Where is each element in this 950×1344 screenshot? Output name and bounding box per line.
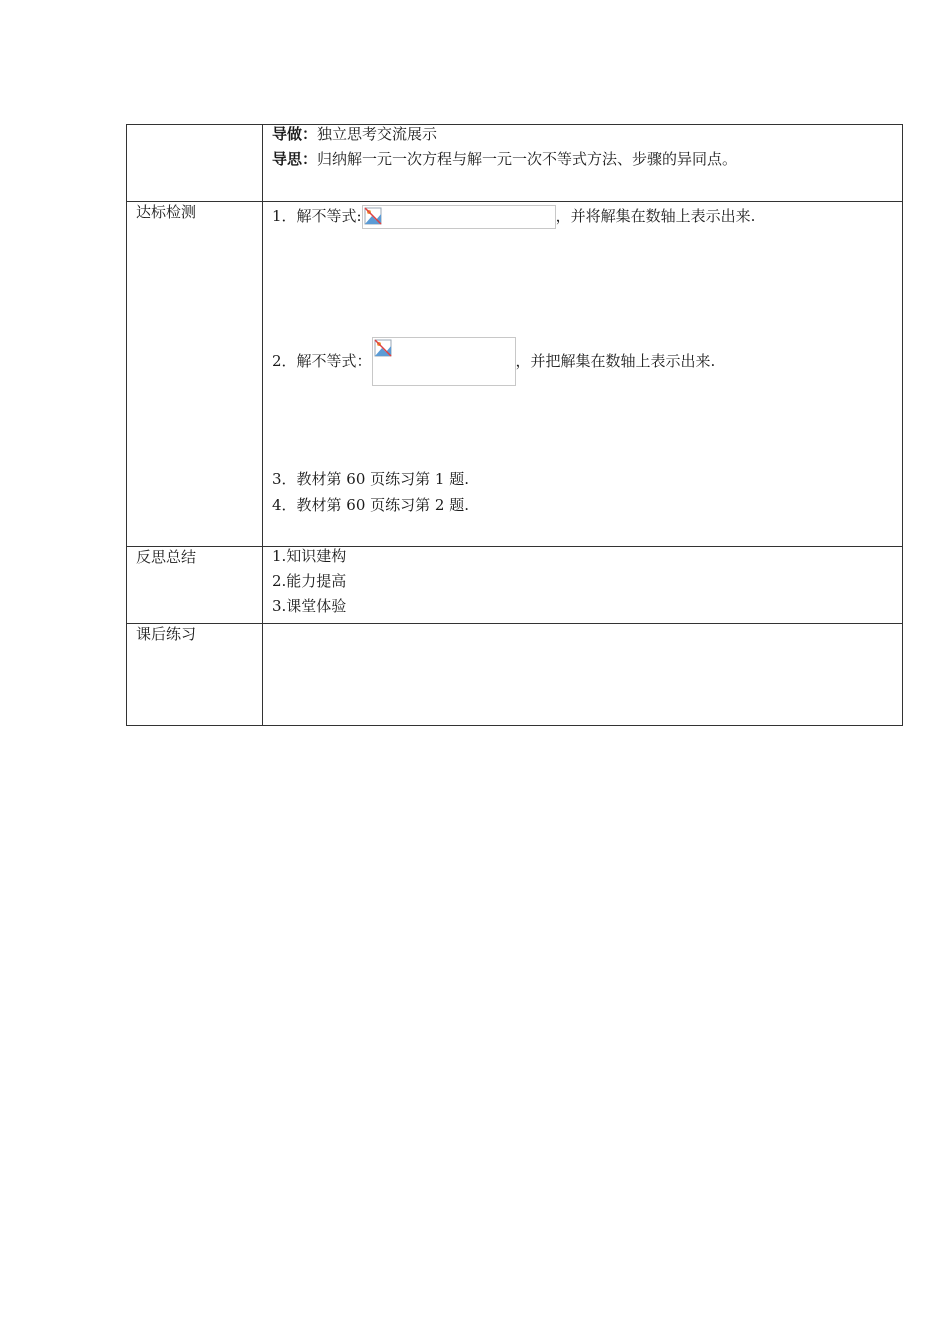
table-row	[127, 202, 903, 547]
reflection-item-1: 1.知识建构	[272, 547, 347, 565]
reflection-item-2: 2.能力提高	[272, 572, 347, 590]
question-2-prefix: 2．解不等式：	[272, 352, 372, 370]
broken-image-icon	[364, 207, 382, 225]
row-label-assessment: 达标检测	[127, 202, 263, 547]
question-4: 4．教材第 60 页练习第 2 题.	[272, 496, 470, 514]
guide-do-text: 独立思考交流展示	[317, 125, 438, 143]
table-row	[127, 624, 903, 726]
broken-image-icon	[374, 339, 392, 357]
table-row	[127, 547, 903, 624]
question-1-suffix: ，并将解集在数轴上表示出来.	[555, 207, 756, 225]
question-1	[272, 203, 902, 229]
question-2-suffix: ，并把解集在数轴上表示出来.	[515, 352, 716, 370]
guide-do-line	[272, 122, 902, 147]
row-label-homework: 课后练习	[127, 624, 263, 726]
table-row	[127, 125, 903, 202]
question-3: 3．教材第 60 页练习第 1 题.	[272, 470, 470, 488]
inequality-image-2	[372, 337, 516, 386]
assessment-cell	[263, 202, 903, 547]
guide-do-label: 导做：	[272, 125, 318, 143]
question-2	[272, 337, 902, 386]
row-label-empty	[127, 125, 263, 202]
guide-think-label: 导思：	[272, 150, 318, 168]
guide-think-text: 归纳解一元一次方程与解一元一次不等式方法、步骤的异同点。	[317, 150, 738, 168]
row-label-reflection: 反思总结	[127, 547, 263, 624]
homework-cell	[263, 624, 903, 726]
guidance-cell	[263, 125, 903, 202]
reflection-item-3: 3.课堂体验	[272, 597, 347, 615]
reflection-cell	[263, 547, 903, 624]
lesson-plan-table	[126, 124, 903, 726]
question-1-prefix: 1．解不等式:	[272, 207, 362, 225]
guide-think-line	[272, 147, 902, 172]
inequality-image-1	[362, 205, 556, 229]
